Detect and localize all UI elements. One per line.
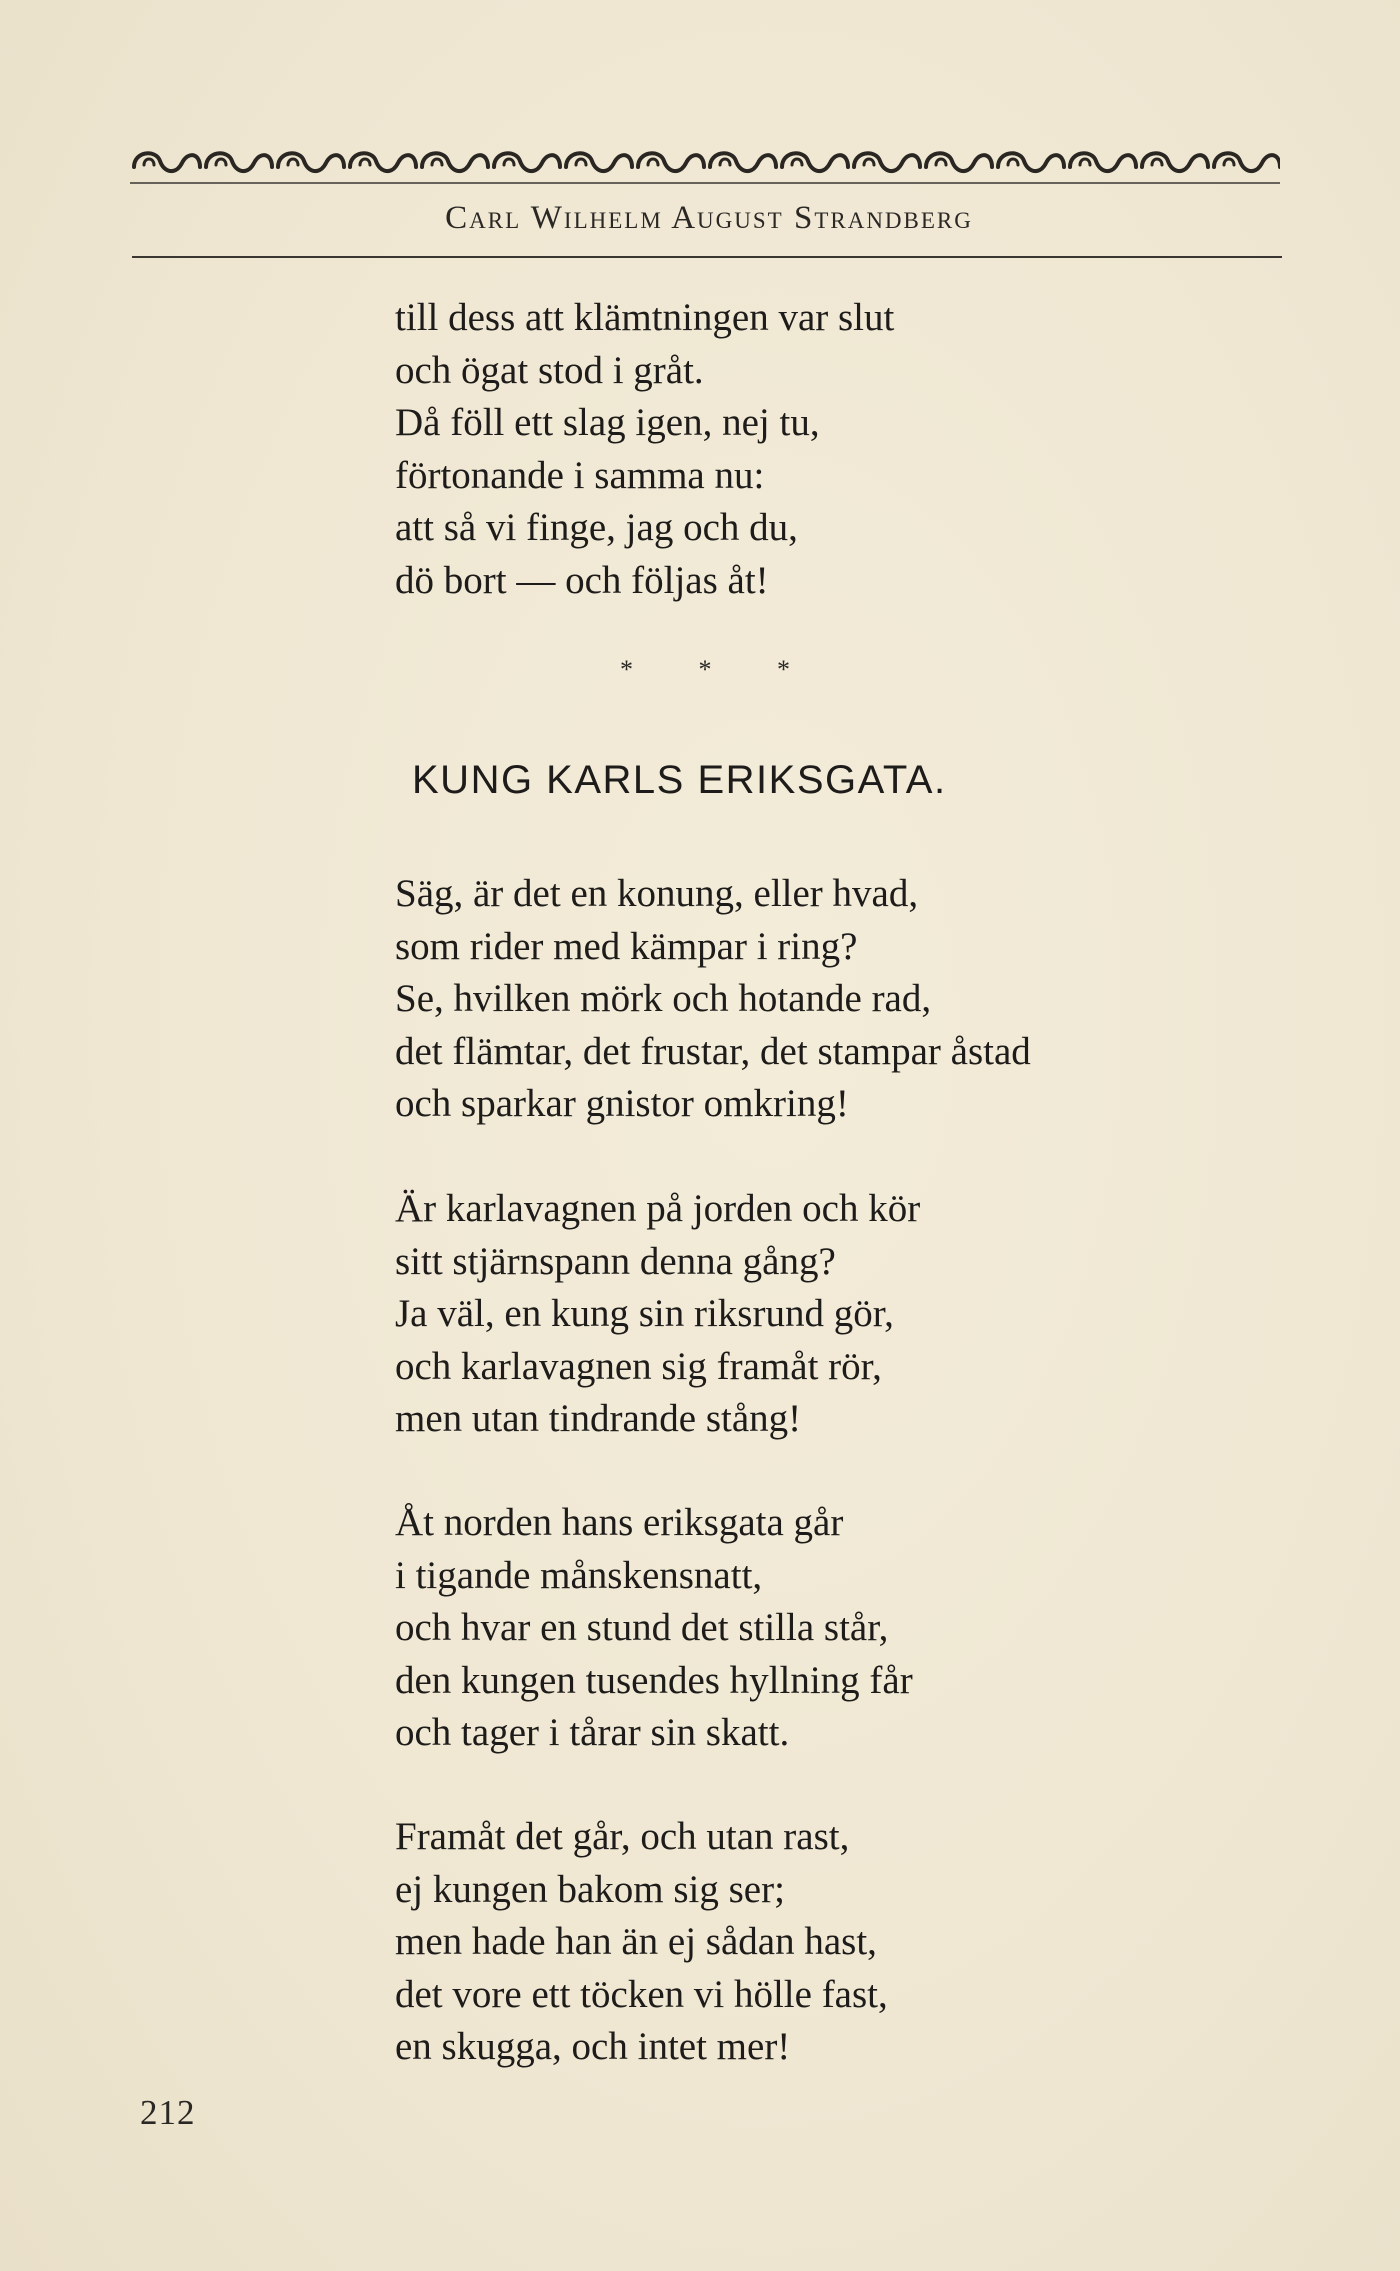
asterisk: *: [620, 655, 633, 684]
verse-line: och hvar en stund det stilla står,: [395, 1606, 889, 1649]
ornament-curl: [432, 159, 442, 165]
verse-line: Ja väl, en kung sin riksrund gör,: [395, 1292, 894, 1335]
stanza: [395, 1811, 888, 2074]
verse-line: det flämtar, det frustar, det stampar åstad: [395, 1029, 1031, 1073]
ornament-curl: [1080, 159, 1090, 165]
ornament-curl: [216, 159, 226, 165]
verse-line: Åt norden hans eriksgata går: [395, 1501, 844, 1544]
verse-line: i tigande månskensnatt,: [395, 1553, 763, 1597]
verse-line: en skugga, och intet mer!: [395, 2025, 791, 2068]
verse-line: Framåt det går, och utan rast,: [395, 1815, 850, 1858]
poem-title: KUNG KARLS ERIKSGATA.: [412, 758, 947, 802]
stanza: [395, 1183, 920, 1446]
verse-line: ej kungen bakom sig ser;: [395, 1867, 785, 1911]
asterisk: *: [698, 655, 712, 684]
verse-line: till dess att klämtningen var slut: [395, 296, 895, 339]
ornament-curl: [792, 159, 802, 165]
ornament-curl: [1008, 159, 1018, 165]
verse-line: som rider med kämpar i ring?: [395, 924, 858, 968]
verse-line: Säg, är det en konung, eller hvad,: [395, 872, 919, 915]
ornament-curl: [504, 159, 514, 165]
ornament-curl: [288, 159, 298, 165]
section-separator: [620, 655, 790, 685]
decorative-header-ornament: [130, 143, 1280, 185]
ornament-curl: [144, 159, 154, 165]
verse-line: den kungen tusendes hyllning får: [395, 1658, 913, 1702]
verse-line: förtonande i samma nu:: [395, 453, 765, 497]
verse-line: sitt stjärnspann denna gång?: [395, 1239, 836, 1283]
verse-line: Se, hvilken mörk och hotande rad,: [395, 977, 932, 1020]
ornament-curl: [864, 159, 874, 165]
header-rule: [132, 256, 1282, 258]
ornament-curl: [1152, 159, 1162, 165]
verse-line: och sparkar gnistor omkring!: [395, 1082, 849, 1125]
ornament-curl: [576, 159, 586, 165]
stanza: [395, 868, 1031, 1131]
previous-poem-ending: [395, 292, 894, 607]
verse-line: Är karlavagnen på jorden och kör: [395, 1187, 921, 1230]
verse-line: att så vi finge, jag och du,: [395, 506, 798, 549]
stanza: [395, 1497, 913, 1760]
verse-line: och tager i tårar sin skatt.: [395, 1711, 790, 1754]
verse-line: och karlavagnen sig framåt rör,: [395, 1344, 882, 1388]
verse-line: Då föll ett slag igen, nej tu,: [395, 401, 820, 444]
verse-line: men utan tindrande stång!: [395, 1397, 802, 1440]
asterisk: *: [777, 655, 790, 684]
ornament-curl: [936, 159, 946, 165]
ornament-curl: [1224, 159, 1234, 165]
page-number: 212: [140, 2093, 196, 2132]
verse-line: men hade han än ej sådan hast,: [395, 1920, 877, 1963]
verse-line: det vore ett töcken vi hölle fast,: [395, 1972, 888, 2016]
ornament-curl: [360, 159, 370, 165]
ornament-curl: [648, 159, 658, 165]
running-header-author: Carl Wilhelm August Strandberg: [445, 200, 973, 236]
ornament-curl: [720, 159, 730, 165]
verse-line: och ögat stod i gråt.: [395, 348, 704, 392]
verse-line: dö bort — och följas åt!: [395, 558, 769, 602]
